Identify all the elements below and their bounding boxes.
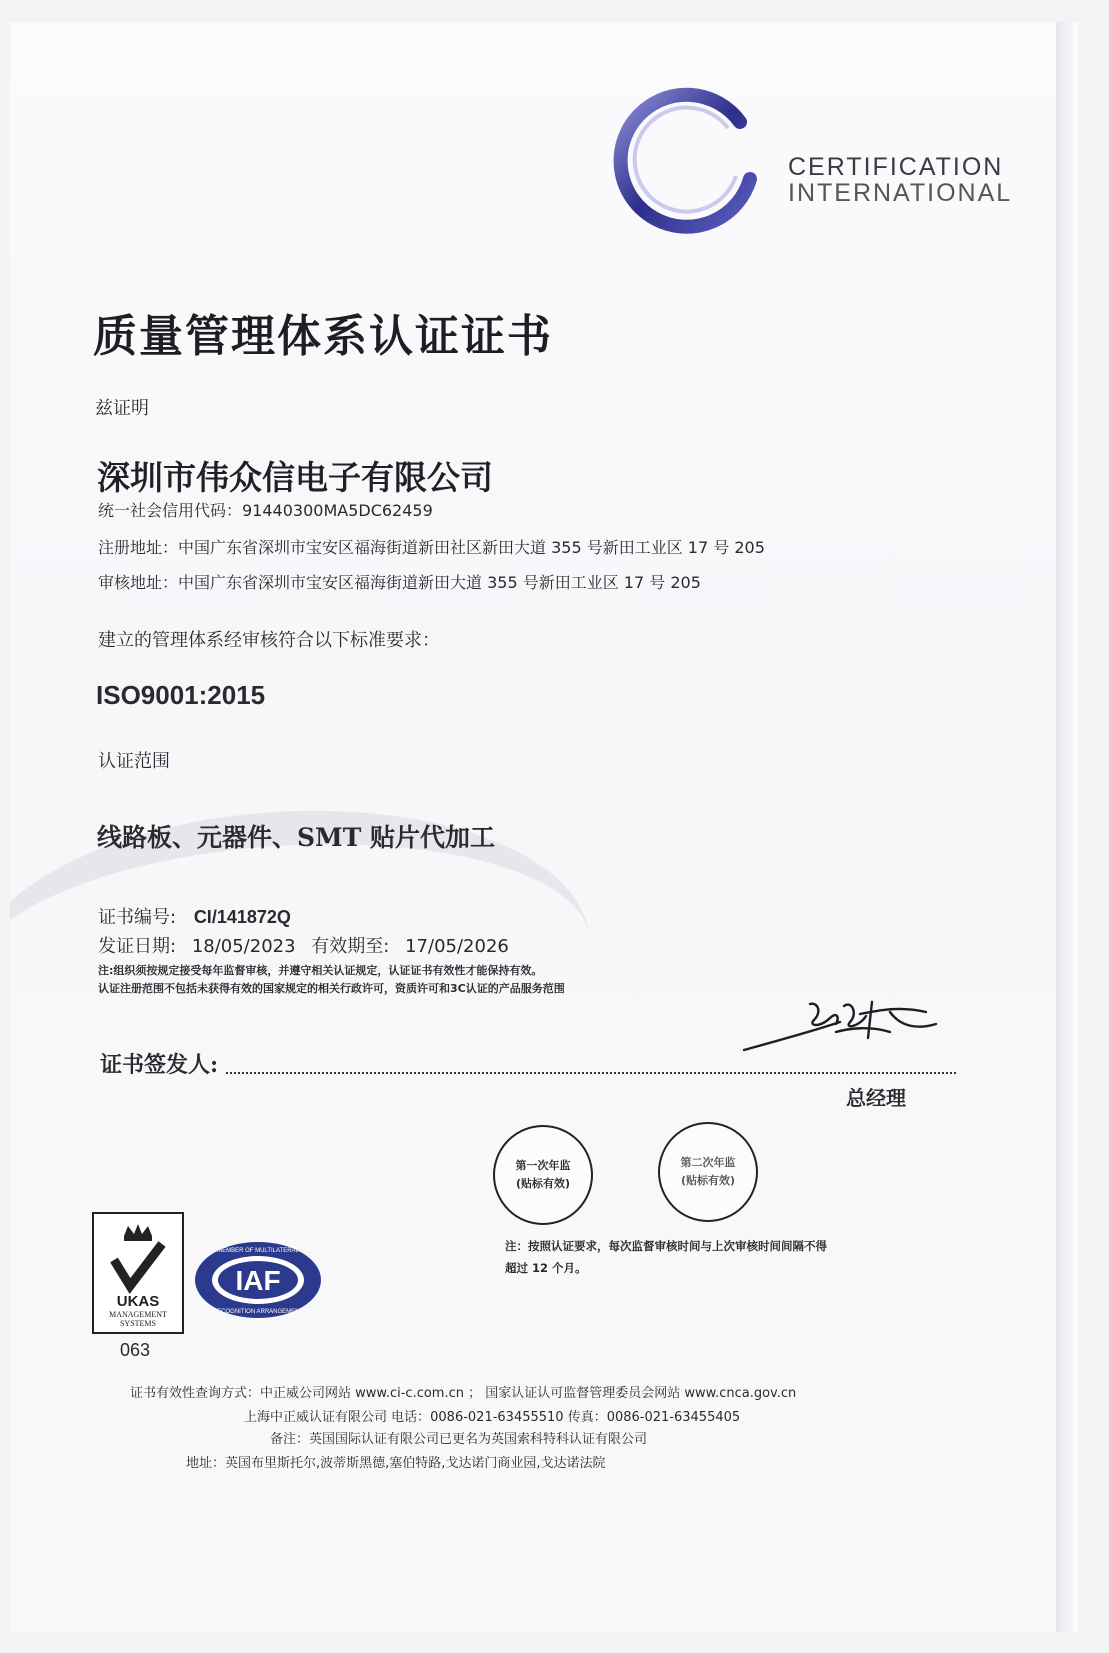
general-manager-title: 总经理 [846,1086,906,1110]
first-surveillance-stamp [493,1125,593,1225]
note-line-1: 注:组织须按规定接受每年监督审核，并遵守相关认证规定，认证证书有效性才能保持有效。 [98,964,543,977]
stamp1-line1: 第一次年监 [515,1159,571,1173]
expiry-label: 有效期至: [311,936,390,957]
scope-label: 认证范围 [98,751,170,772]
stamp2-line2: (贴标有效) [680,1174,736,1187]
ukas-line1: MANAGEMENT [109,1310,167,1319]
stamp1-line2: (贴标有效) [515,1177,571,1190]
cert-no-value: CI/141872Q [193,907,291,927]
expiry-date: 17/05/2026 [405,936,509,957]
signature-icon [740,992,950,1062]
dates-row [98,932,519,958]
logo-line-1: CERTIFICATION [788,153,1004,181]
iaf-word: IAF [235,1265,281,1296]
paper-edge [1056,22,1078,1632]
surveillance-note-2: 超过 12 个月。 [505,1261,587,1275]
certificate-title: 质量管理体系认证证书 [93,311,553,362]
standard-intro: 建立的管理体系经审核符合以下标准要求： [98,630,440,651]
note-line-2: 认证注册范围不包括未获得有效的国家规定的相关行政许可，资质许可和3C认证的产品服务范围 [98,982,565,995]
signature-line [226,1072,956,1074]
footer-verification: 证书有效性查询方式：中正威公司网站 www.ci-c.com.cn ； 国家认证认可监督管理委员会网站 www.cnca.gov.cn [130,1386,797,1401]
ukas-logo [92,1212,184,1334]
cert-no-label: 证书编号: [98,907,177,928]
scope-text: 线路板、元器件、SMT 贴片代加工 [97,823,496,852]
ukas-crown-check-icon [94,1214,182,1332]
second-surveillance-stamp [658,1122,758,1222]
company-name: 深圳市伟众信电子有限公司 [97,458,493,497]
footer-address: 地址：英国布里斯托尔,波蒂斯黑德,塞伯特路,戈达诺门商业园,戈达诺法院 [186,1456,606,1471]
ci-logo-ring-icon [610,84,760,234]
iaf-ring-top: MEMBER OF MULTILATERAL [217,1248,299,1254]
ukas-line2: SYSTEMS [119,1319,157,1328]
hereby-text: 兹证明 [95,398,149,419]
credit-code: 统一社会信用代码：91440300MA5DC62459 [98,501,433,520]
footer-remark: 备注：英国国际认证有限公司已更名为英国索科特科认证有限公司 [270,1432,648,1447]
registered-address: 注册地址：中国广东省深圳市宝安区福海街道新田社区新田大道 355 号新田工业区 17 号 205 [98,538,765,557]
issuer-label: 证书签发人: [100,1052,219,1078]
iaf-logo-icon [193,1240,323,1320]
ci-logo-text [788,154,1012,207]
audit-address: 审核地址：中国广东省深圳市宝安区福海街道新田大道 355 号新田工业区 17 号 205 [98,573,701,592]
footer-contact: 上海中正威认证有限公司 电话：0086-021-63455510 传真：0086-021-63455405 [244,1410,741,1425]
issue-date: 18/05/2023 [191,936,296,957]
ukas-number: 063 [120,1340,151,1360]
certificate-number-row [98,903,291,929]
stamp2-line1: 第二次年监 [680,1156,736,1170]
iaf-ring-bottom: RECOGNITION ARRANGEMENT [212,1309,304,1315]
surveillance-note-1: 注：按照认证要求，每次监督审核时间与上次审核时间间隔不得 [505,1239,827,1253]
issue-date-label: 发证日期: [98,936,177,957]
ukas-word: UKAS [116,1293,160,1310]
logo-line-2: INTERNATIONAL [788,179,1013,208]
standard-name: ISO9001:2015 [96,680,266,710]
